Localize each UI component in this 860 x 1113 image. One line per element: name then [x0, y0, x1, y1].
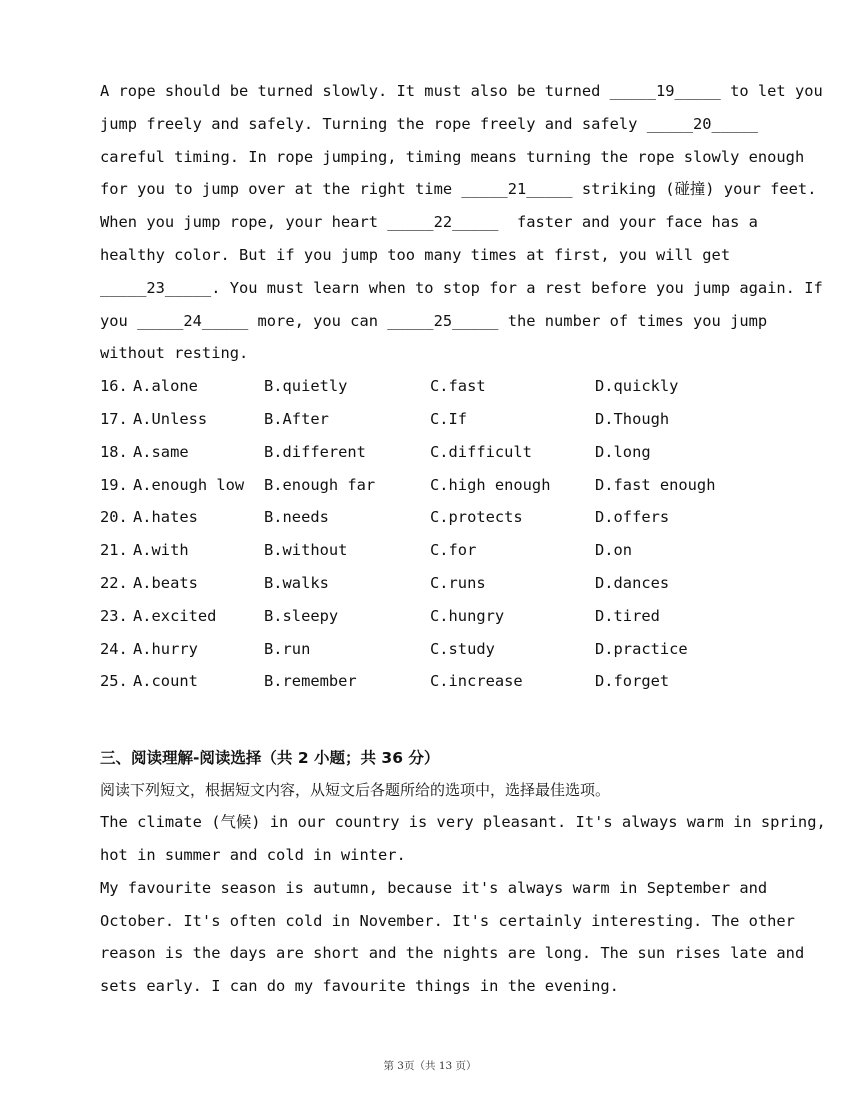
reading-passage	[100, 806, 826, 1003]
question-number: 23.	[100, 606, 128, 625]
option-d: D.dances	[595, 573, 670, 592]
option-d: D.fast enough	[595, 475, 716, 494]
passage-line: A rope should be turned slowly. It must also be turned _____19_____ to let you	[100, 82, 823, 100]
question-number: 18.	[100, 442, 128, 461]
option-a: A.with	[133, 541, 189, 560]
option-b: B.sleepy	[264, 606, 339, 625]
question-number: 17.	[100, 409, 128, 428]
option-a: A.excited	[133, 606, 217, 625]
option-a: A.same	[133, 442, 189, 461]
option-c: C.difficult	[430, 442, 532, 461]
page-content	[100, 75, 826, 1003]
question-number: 20.	[100, 508, 128, 527]
option-a: A.hates	[133, 508, 198, 527]
passage-line: healthy color. But if you jump too many times at first, you will get	[100, 245, 731, 264]
question-row	[100, 370, 780, 403]
question-row	[100, 436, 780, 469]
option-c: C.high enough	[430, 475, 551, 494]
option-c: C.fast	[430, 377, 486, 396]
reading-line: hot in summer and cold in winter.	[100, 845, 406, 864]
option-a: A.count	[133, 672, 198, 691]
question-row	[100, 567, 780, 600]
question-row	[100, 665, 780, 698]
option-c: C.protects	[430, 508, 523, 527]
question-row	[100, 403, 780, 436]
question-number: 21.	[100, 541, 128, 560]
option-a: A.enough low	[133, 475, 245, 494]
passage-line: _____23_____. You must learn when to stop for a rest before you jump again. If	[100, 278, 823, 297]
option-b: B.quietly	[264, 377, 348, 396]
passage-line: When you jump rope, your heart _____22_____ faster and your face has a	[100, 213, 758, 232]
option-b: B.enough far	[264, 475, 376, 494]
option-a: A.hurry	[133, 639, 198, 658]
question-number: 19.	[100, 475, 128, 494]
option-b: B.needs	[264, 508, 329, 527]
option-d: D.tired	[595, 606, 660, 625]
reading-line: sets early. I can do my favourite things in the evening.	[100, 977, 619, 996]
reading-line: My favourite season is autumn, because it's always warm in September and	[100, 878, 768, 897]
passage-line: jump freely and safely. Turning the rope freely and safely _____20_____	[100, 114, 758, 133]
option-c: C.increase	[430, 672, 523, 691]
option-a: A.beats	[133, 573, 198, 592]
reading-line: The climate (气候) in our country is very pleasant. It's always warm in spring,	[100, 813, 826, 832]
option-d: D.Though	[595, 409, 670, 428]
section-title: 三、阅读理解-阅读选择（共 2 小题；共 36 分）	[100, 749, 440, 768]
cloze-passage	[100, 75, 823, 370]
question-number: 22.	[100, 573, 128, 592]
option-b: B.run	[264, 639, 311, 658]
option-d: D.practice	[595, 639, 688, 658]
option-a: A.Unless	[133, 409, 208, 428]
passage-line: careful timing. In rope jumping, timing means turning the rope slowly enough	[100, 147, 805, 166]
question-row	[100, 469, 780, 502]
option-c: C.runs	[430, 573, 486, 592]
passage-line: for you to jump over at the right time _____21_____ striking (碰撞) your feet.	[100, 180, 817, 199]
question-options-list	[100, 370, 780, 698]
option-d: D.offers	[595, 508, 670, 527]
question-row	[100, 501, 780, 534]
passage-line: you _____24_____ more, you can _____25_____ the number of times you jump	[100, 311, 768, 330]
option-c: C.hungry	[430, 606, 505, 625]
page-footer: 第 3页（共 13 页）	[383, 1060, 477, 1072]
option-d: D.on	[595, 541, 633, 560]
question-row	[100, 633, 780, 666]
reading-line: October. It's often cold in November. It's certainly interesting. The other	[100, 911, 795, 930]
question-row	[100, 534, 780, 567]
question-number: 16.	[100, 377, 128, 396]
option-c: C.for	[430, 541, 477, 560]
passage-line: without resting.	[100, 344, 249, 363]
option-c: C.If	[430, 409, 468, 428]
option-b: B.different	[264, 442, 366, 461]
option-c: C.study	[430, 639, 495, 658]
option-b: B.without	[264, 541, 348, 560]
option-b: B.remember	[264, 672, 357, 691]
option-d: D.long	[595, 442, 651, 461]
option-b: B.walks	[264, 573, 329, 592]
question-number: 24.	[100, 639, 128, 658]
option-a: A.alone	[133, 377, 198, 396]
question-number: 25.	[100, 672, 128, 691]
question-row	[100, 600, 780, 633]
option-d: D.quickly	[595, 377, 679, 396]
option-b: B.After	[264, 409, 329, 428]
section-instruction: 阅读下列短文，根据短文内容，从短文后各题所给的选项中，选择最佳选项。	[100, 781, 611, 800]
option-d: D.forget	[595, 672, 670, 691]
reading-line: reason is the days are short and the nights are long. The sun rises late and	[100, 944, 805, 963]
